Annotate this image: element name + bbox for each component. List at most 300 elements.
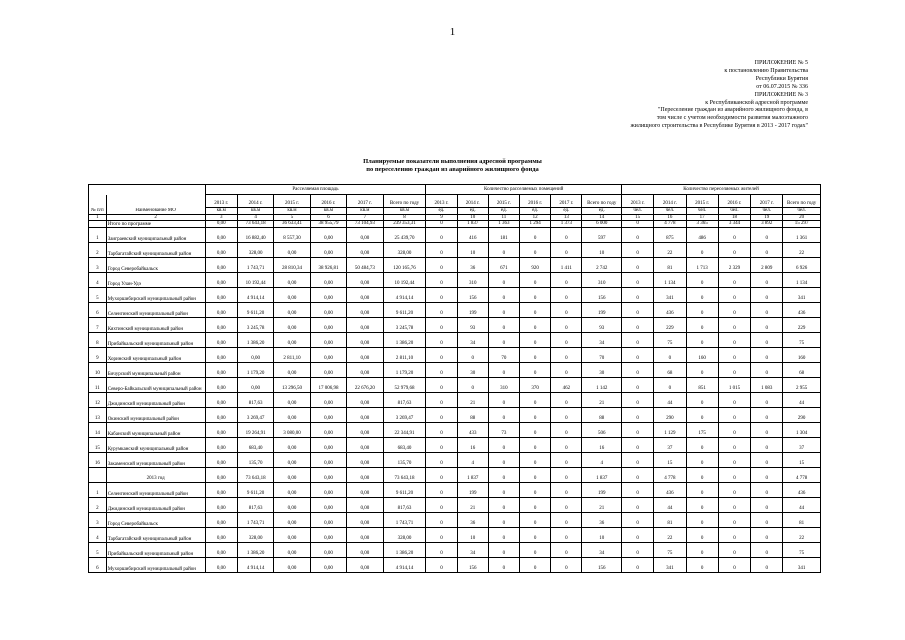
cell-value: 2 955 [783, 377, 821, 392]
cell-value: 671 [488, 257, 519, 272]
cell-value: 0 [551, 242, 582, 257]
cell-value: 0 [426, 221, 457, 228]
cell-value: 0 [686, 452, 718, 467]
cell-value: 0 [622, 332, 654, 347]
cell-value: 0 [686, 512, 718, 527]
cell-value: 0,00 [347, 557, 383, 572]
cell-value: 156 [582, 557, 622, 572]
cell-value: 8 557,30 [274, 227, 310, 242]
cell-value: 0 [551, 287, 582, 302]
cell-value: 21 [457, 392, 488, 407]
cell-value: 0,00 [205, 362, 237, 377]
year-header: 2015 г. [488, 195, 519, 208]
cell-value: 436 [783, 482, 821, 497]
cell-value: 3 269,47 [383, 407, 426, 422]
cell-value: 436 [654, 482, 686, 497]
cell-value: 2 811,10 [274, 347, 310, 362]
cell-value: 0 [622, 482, 654, 497]
cell-value: 310 [488, 377, 519, 392]
cell-value: 1 837 [582, 467, 622, 482]
cell-value: 0 [718, 542, 750, 557]
cell-value: 135,70 [383, 452, 426, 467]
year-header: Всего по году [783, 195, 821, 208]
cell-value: 0,00 [274, 482, 310, 497]
cell-value: 4 [457, 452, 488, 467]
cell-value: 3 245,78 [237, 317, 273, 332]
cell-value: 0,00 [205, 347, 237, 362]
column-index: 11 [488, 214, 519, 221]
year-header: 2013 г. [426, 195, 457, 208]
cell-value: 175 [686, 422, 718, 437]
cell-value: 0,00 [274, 437, 310, 452]
group-header: Расселяемая площадь [205, 185, 426, 195]
column-index: 19 [751, 214, 783, 221]
cell-value: 75 [654, 542, 686, 557]
cell-value: 9 611,20 [383, 482, 426, 497]
cell-value: 0,00 [310, 347, 346, 362]
cell-value: 0 [426, 407, 457, 422]
cell-value: 0 [686, 272, 718, 287]
year-header: 2014 г. [654, 195, 686, 208]
cell-value: 0,00 [347, 542, 383, 557]
cell-value: 0 [751, 287, 783, 302]
cell-value: 0 [718, 362, 750, 377]
cell-value: 0,00 [310, 302, 346, 317]
cell-value: 0 [718, 467, 750, 482]
cell-value: 15 [654, 452, 686, 467]
cell-value: 0 [686, 407, 718, 422]
municipality-name: Город Северобайкальск [106, 512, 205, 527]
cell-value: 0,00 [347, 497, 383, 512]
cell-value: 22 [783, 242, 821, 257]
cell-value: 0 [622, 452, 654, 467]
cell-value: 0 [751, 452, 783, 467]
cell-value: 1 386,20 [383, 332, 426, 347]
year-header-row [89, 195, 821, 208]
cell-value: 0,00 [310, 362, 346, 377]
cell-value: 416 [457, 227, 488, 242]
group-header: Количество расселяемых помещений [426, 185, 622, 195]
cell-value: 0 [426, 377, 457, 392]
cell-value: 160 [783, 347, 821, 362]
cell-value: 436 [783, 302, 821, 317]
cell-value: 0 [520, 272, 551, 287]
cell-value: 0 [520, 407, 551, 422]
cell-value: 0 [622, 227, 654, 242]
cell-value: 0 [686, 317, 718, 332]
cell-value: 0 [551, 362, 582, 377]
cell-value: 229 [654, 317, 686, 332]
cell-value: 30 [457, 362, 488, 377]
cell-value: 0 [718, 272, 750, 287]
cell-value: 1 743,71 [237, 257, 273, 272]
table-row [89, 482, 821, 497]
cell-value: 0,00 [310, 437, 346, 452]
cell-value: 0,00 [347, 437, 383, 452]
unit-header: кв.м [347, 208, 383, 215]
cell-value: 0,00 [347, 332, 383, 347]
year-header: 2016 г. [718, 195, 750, 208]
table-row [89, 377, 821, 392]
cell-value: 0 [686, 557, 718, 572]
municipality-name: Тарбагатайский муниципальный район [106, 527, 205, 542]
cell-value: 2 329 [718, 257, 750, 272]
cell-value: 2 811,10 [383, 347, 426, 362]
cell-value: 0 [488, 317, 519, 332]
cell-value: 0 [718, 497, 750, 512]
year-header: 2013 г. [205, 195, 237, 208]
cell-value: 0 [488, 557, 519, 572]
cell-value: 0 [686, 302, 718, 317]
cell-value: 1 142 [582, 377, 622, 392]
cell-value: 341 [654, 287, 686, 302]
table-row [89, 317, 821, 332]
cell-value: 120 165,76 [383, 257, 426, 272]
cell-value: 1 179,20 [237, 362, 273, 377]
column-index: 16 [654, 214, 686, 221]
row-number: 7 [89, 317, 107, 332]
cell-value: 328,00 [383, 242, 426, 257]
cell-value: 0 [751, 242, 783, 257]
municipality-name: Прибайкальский муниципальный район [106, 542, 205, 557]
cell-value: 0 [426, 362, 457, 377]
unit-header-row [89, 208, 821, 215]
row-number: 2 [89, 497, 107, 512]
cell-value: 0 [551, 557, 582, 572]
cell-value: 1 129 [654, 422, 686, 437]
cell-value: 0 [426, 287, 457, 302]
cell-value: 28 810,34 [274, 257, 310, 272]
cell-value: 0 [751, 302, 783, 317]
cell-value: 0 [686, 482, 718, 497]
cell-value: 0 [426, 542, 457, 557]
cell-value: 0 [551, 542, 582, 557]
cell-value: 0,00 [205, 377, 237, 392]
cell-value: 0 [551, 302, 582, 317]
cell-value: 156 [457, 287, 488, 302]
page-number: 1 [449, 26, 456, 38]
cell-value: 0 [520, 437, 551, 452]
cell-value: 4 914,14 [383, 287, 426, 302]
row-number: 5 [89, 287, 107, 302]
table-row [89, 557, 821, 572]
table-row [89, 542, 821, 557]
cell-value: 0 [622, 317, 654, 332]
cell-value: 0 [751, 422, 783, 437]
municipality-name: Джидинский муниципальный район [106, 392, 205, 407]
cell-value: 0 [520, 497, 551, 512]
municipality-name: Курумканский муниципальный район [106, 437, 205, 452]
cell-value: 0,00 [310, 227, 346, 242]
table-row [89, 347, 821, 362]
table-row [89, 362, 821, 377]
cell-value: 36 633,41 [274, 221, 310, 228]
cell-value: 1 134 [654, 272, 686, 287]
cell-value: 0 [426, 482, 457, 497]
cell-value: 0 [751, 557, 783, 572]
cell-value: 34 [457, 542, 488, 557]
cell-value: 4 [582, 452, 622, 467]
column-index: 6 [310, 214, 346, 221]
annex-block [548, 60, 808, 131]
cell-value: 73 104,93 [347, 221, 383, 228]
cell-value: 0 [718, 527, 750, 542]
cell-value: 52 979,68 [383, 377, 426, 392]
unit-header: чел. [686, 208, 718, 215]
cell-value: 851 [686, 377, 718, 392]
cell-value: 1 411 [551, 257, 582, 272]
cell-value: 3 269,47 [237, 407, 273, 422]
header-blank [89, 195, 107, 208]
cell-value: 6 000 [582, 221, 622, 228]
row-number: 6 [89, 557, 107, 572]
cell-value: 0 [622, 497, 654, 512]
unit-header: ед. [488, 208, 519, 215]
cell-value: 44 [654, 497, 686, 512]
cell-value: 25 439,70 [383, 227, 426, 242]
cell-value: 0 [520, 362, 551, 377]
cell-value: 1 386,20 [383, 542, 426, 557]
cell-value: 0 [426, 242, 457, 257]
cell-value: 0 [551, 452, 582, 467]
municipality-name: Мухоршибирский муниципальный район [106, 287, 205, 302]
cell-value: 0 [718, 437, 750, 452]
cell-value: 0 [718, 227, 750, 242]
unit-header: чел. [622, 208, 654, 215]
cell-value: 0 [751, 317, 783, 332]
cell-value: 0 [551, 437, 582, 452]
cell-value: 0 [551, 347, 582, 362]
cell-value: 4 778 [654, 467, 686, 482]
cell-value: 0,00 [310, 467, 346, 482]
cell-value: 0 [488, 407, 519, 422]
cell-value: 156 [457, 557, 488, 572]
cell-value: 75 [654, 332, 686, 347]
cell-value: 341 [783, 557, 821, 572]
cell-value: 73 643,18 [383, 467, 426, 482]
cell-value: 16 [457, 437, 488, 452]
cell-value: 81 [654, 512, 686, 527]
cell-value: 0 [718, 347, 750, 362]
year-header: 2016 г. [310, 195, 346, 208]
cell-value: 44 [783, 497, 821, 512]
cell-value: 70 [488, 347, 519, 362]
cell-value: 506 [582, 422, 622, 437]
cell-value: 0,00 [274, 272, 310, 287]
cell-value: 156 [582, 287, 622, 302]
cell-value: 817,63 [383, 392, 426, 407]
table-row [89, 527, 821, 542]
cell-value: 0 [488, 482, 519, 497]
cell-value: 0,00 [274, 302, 310, 317]
cell-value: 0 [488, 242, 519, 257]
cell-value: 93 [582, 317, 622, 332]
cell-value: 0,00 [205, 407, 237, 422]
annex-line: том числе с учетом необходимости развития малоэтажного [656, 115, 808, 122]
cell-value: 0,00 [205, 317, 237, 332]
year-header: 2016 г. [520, 195, 551, 208]
cell-value: 1 386,20 [237, 332, 273, 347]
unit-header: чел. [751, 208, 783, 215]
cell-value: 16 882,40 [237, 227, 273, 242]
cell-value: 0,00 [237, 377, 273, 392]
cell-value: 0 [686, 362, 718, 377]
cell-value: 0,00 [274, 392, 310, 407]
unit-header: ед. [426, 208, 457, 215]
cell-value: 0 [622, 467, 654, 482]
cell-value: 0 [488, 512, 519, 527]
cell-value: 310 [457, 272, 488, 287]
cell-value: 1 361 [783, 227, 821, 242]
column-index: 20 [783, 214, 821, 221]
cell-value: 0 [551, 392, 582, 407]
cell-value: 1 179,20 [383, 362, 426, 377]
cell-value: 10 192,44 [237, 272, 273, 287]
year-header: 2017 г. [751, 195, 783, 208]
cell-value: 0 [751, 467, 783, 482]
column-index: 18 [718, 214, 750, 221]
column-index: 5 [274, 214, 310, 221]
cell-value: 9 611,20 [237, 302, 273, 317]
cell-value: 0 [520, 482, 551, 497]
cell-value: 0 [426, 497, 457, 512]
cell-value: 0 [426, 272, 457, 287]
cell-value: 0 [426, 227, 457, 242]
unit-header: кв.м [274, 208, 310, 215]
group-header: Количество переселяемых жителей [622, 185, 821, 195]
document-title [0, 158, 905, 174]
row-number: 4 [89, 272, 107, 287]
cell-value: 22 [654, 527, 686, 542]
cell-value: 75 [783, 542, 821, 557]
cell-value: 0,00 [310, 482, 346, 497]
cell-value: 0 [426, 347, 457, 362]
cell-value: 0,00 [274, 407, 310, 422]
cell-value: 16 [582, 437, 622, 452]
row-number: 2 [89, 242, 107, 257]
cell-value: 0 [551, 317, 582, 332]
unit-header: ед. [551, 208, 582, 215]
cell-value: 0 [622, 422, 654, 437]
column-number-header: № п/п [89, 208, 107, 215]
cell-value: 0 [718, 452, 750, 467]
cell-value: 0 [520, 227, 551, 242]
cell-value: 0 [520, 527, 551, 542]
cell-value: 0 [718, 242, 750, 257]
cell-value: 0,00 [237, 347, 273, 362]
table-row [89, 302, 821, 317]
cell-value: 0 [488, 527, 519, 542]
cell-value: 0,00 [347, 287, 383, 302]
cell-value: 0,00 [205, 302, 237, 317]
cell-value: 0 [751, 482, 783, 497]
cell-value: 0,00 [347, 302, 383, 317]
cell-value: 9 611,20 [383, 302, 426, 317]
cell-value: 0 [551, 467, 582, 482]
cell-value: 597 [582, 227, 622, 242]
cell-value: 10 [457, 242, 488, 257]
cell-value: 0 [488, 287, 519, 302]
row-number: 10 [89, 362, 107, 377]
cell-value: 0 [718, 512, 750, 527]
cell-value: 0,00 [205, 227, 237, 242]
group-header-row [89, 185, 821, 195]
cell-value: 0,00 [310, 407, 346, 422]
table-row [89, 257, 821, 272]
cell-value: 3 344 [718, 221, 750, 228]
cell-value: 0,00 [205, 482, 237, 497]
cell-value: 0,00 [274, 332, 310, 347]
cell-value: 0 [488, 332, 519, 347]
cell-value: 1 363 [488, 221, 519, 228]
cell-value: 0 [751, 332, 783, 347]
cell-value: 0 [686, 287, 718, 302]
cell-value: 0,00 [205, 527, 237, 542]
cell-value: 0 [488, 542, 519, 557]
cell-value: 0 [686, 242, 718, 257]
cell-value: 0 [751, 512, 783, 527]
cell-value: 44 [783, 392, 821, 407]
unit-header: кв.м [383, 208, 426, 215]
cell-value: 0 [457, 347, 488, 362]
cell-value: 17 006,98 [310, 377, 346, 392]
cell-value: 88 [582, 407, 622, 422]
cell-value: 0 [520, 557, 551, 572]
cell-value: 0,00 [310, 392, 346, 407]
cell-value: 0 [654, 377, 686, 392]
cell-value: 21 [582, 497, 622, 512]
header-blank [89, 185, 206, 195]
row-number: 6 [89, 302, 107, 317]
cell-value: 0,00 [205, 467, 237, 482]
cell-value: 0 [551, 422, 582, 437]
cell-value: 0 [654, 347, 686, 362]
cell-value: 0,00 [205, 437, 237, 452]
cell-value: 0 [488, 302, 519, 317]
cell-value: 1 134 [783, 272, 821, 287]
cell-value: 4 914,14 [237, 287, 273, 302]
row-number: 14 [89, 422, 107, 437]
annex-line: к Республиканской адресной программе [705, 99, 808, 106]
column-index: 9 [426, 214, 457, 221]
cell-value: 0,00 [205, 497, 237, 512]
municipality-name: Окинский муниципальный район [106, 407, 205, 422]
cell-value: 0 [686, 527, 718, 542]
cell-value: 36 [457, 512, 488, 527]
cell-value: 3 892 [751, 221, 783, 228]
cell-value: 0 [551, 407, 582, 422]
cell-value: 68 [654, 362, 686, 377]
cell-value: 0 [551, 512, 582, 527]
annex-line: от 06.07.2015 № 336 [756, 83, 808, 90]
cell-value: 0 [686, 437, 718, 452]
cell-value: 0,00 [310, 332, 346, 347]
table-row [89, 392, 821, 407]
index-row [89, 214, 821, 221]
cell-value: 0 [622, 287, 654, 302]
cell-value: 4 914,14 [383, 557, 426, 572]
cell-value: 486 [686, 227, 718, 242]
cell-value: 0,00 [274, 242, 310, 257]
table-row [89, 512, 821, 527]
cell-value: 0 [622, 242, 654, 257]
municipality-name: Северо-Байкальский муниципальный район [106, 377, 205, 392]
municipality-name: Итого по программе [106, 221, 205, 228]
unit-header: кв.м [310, 208, 346, 215]
cell-value: 0,00 [347, 227, 383, 242]
cell-value: 0,00 [347, 362, 383, 377]
cell-value: 0 [551, 482, 582, 497]
